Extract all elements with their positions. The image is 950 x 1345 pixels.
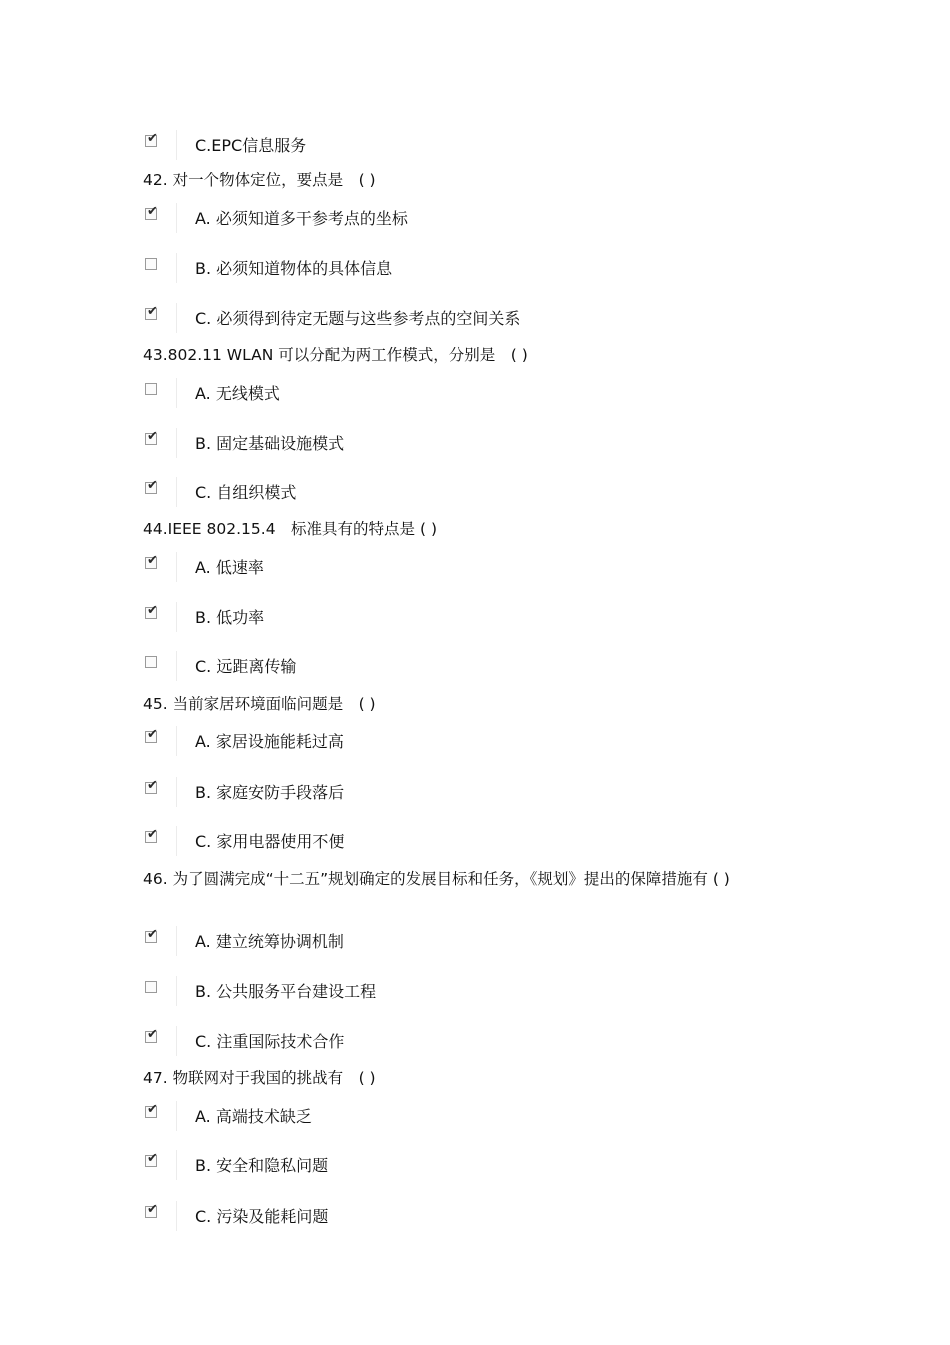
answer-option[interactable] [145,555,745,585]
question-text: 43.802.11 WLAN 可以分配为两工作模式，分别是 ( ) [143,346,528,364]
answer-option[interactable] [145,206,745,236]
checkmark-icon: ✔ [147,603,158,618]
unchecked-checkbox[interactable] [145,383,157,395]
option-label: B. 公共服务平台建设工程 [195,982,377,1001]
option-label: C.EPC信息服务 [195,136,307,155]
question-text: 42. 对一个物体定位，要点是 ( ) [143,171,376,189]
answer-option[interactable] [145,780,745,810]
checked-checkbox[interactable] [145,553,158,569]
checked-checkbox[interactable] [145,204,158,220]
option-label: A. 建立统筹协调机制 [195,932,344,951]
checkmark-icon: ✔ [147,1102,158,1117]
option-label: A. 家居设施能耗过高 [195,732,344,751]
question-text: 45. 当前家居环境面临问题是 ( ) [143,695,376,713]
checked-checkbox[interactable] [145,131,158,147]
checkmark-icon: ✔ [147,429,158,444]
question-text: 46. 为了圆满完成“十二五”规划确定的发展目标和任务，《规划》提出的保障措施有 ( ) [143,870,730,888]
answer-option[interactable] [145,1029,745,1059]
answer-option[interactable] [145,729,745,759]
checkmark-icon: ✔ [147,1027,158,1042]
unchecked-checkbox[interactable] [145,656,157,668]
option-label: B. 固定基础设施模式 [195,434,345,453]
checked-checkbox[interactable] [145,1027,158,1043]
option-label: C. 远距离传输 [195,657,297,676]
checked-checkbox[interactable] [145,304,158,320]
option-label: A. 必须知道多干参考点的坐标 [195,209,408,228]
checkmark-icon: ✔ [147,927,158,942]
option-label: C. 注重国际技术合作 [195,1032,345,1051]
checked-checkbox[interactable] [145,478,158,494]
checkmark-icon: ✔ [147,827,158,842]
unchecked-checkbox[interactable] [145,258,157,270]
checked-checkbox[interactable] [145,1151,158,1167]
option-label: B. 家庭安防手段落后 [195,783,345,802]
answer-option[interactable] [145,605,745,635]
checked-checkbox[interactable] [145,1102,158,1118]
answer-option[interactable] [145,654,745,684]
answer-option[interactable] [145,381,745,411]
checkmark-icon: ✔ [147,304,158,319]
checkmark-icon: ✔ [147,1202,158,1217]
option-label: A. 低速率 [195,558,264,577]
checked-checkbox[interactable] [145,603,158,619]
checked-checkbox[interactable] [145,1202,158,1218]
checked-checkbox[interactable] [145,429,158,445]
answer-option[interactable] [145,256,745,286]
question-text: 47. 物联网对于我国的挑战有 ( ) [143,1069,376,1087]
answer-option[interactable] [145,1104,745,1134]
answer-option[interactable] [145,431,745,461]
option-label: C. 家用电器使用不便 [195,832,345,851]
option-label: C. 自组织模式 [195,483,297,502]
answer-option[interactable] [145,1204,745,1234]
option-label: B. 低功率 [195,608,265,627]
answer-option[interactable] [145,929,745,959]
option-label: C. 污染及能耗问题 [195,1207,329,1226]
answer-option[interactable] [145,829,745,859]
answer-option[interactable] [145,979,745,1009]
answer-option[interactable] [145,306,745,336]
checked-checkbox[interactable] [145,727,158,743]
option-label: C. 必须得到待定无题与这些参考点的空间关系 [195,309,521,328]
checked-checkbox[interactable] [145,827,158,843]
checkmark-icon: ✔ [147,778,158,793]
option-label: B. 安全和隐私问题 [195,1156,329,1175]
option-label: B. 必须知道物体的具体信息 [195,259,393,278]
option-label: A. 无线模式 [195,384,280,403]
checkmark-icon: ✔ [147,131,158,146]
answer-option[interactable] [145,1153,745,1183]
checkmark-icon: ✔ [147,727,158,742]
answer-option[interactable] [145,133,745,163]
checkmark-icon: ✔ [147,478,158,493]
checked-checkbox[interactable] [145,778,158,794]
checkmark-icon: ✔ [147,1151,158,1166]
checkmark-icon: ✔ [147,553,158,568]
checkmark-icon: ✔ [147,204,158,219]
unchecked-checkbox[interactable] [145,981,157,993]
checked-checkbox[interactable] [145,927,158,943]
answer-option[interactable] [145,480,745,510]
option-label: A. 高端技术缺乏 [195,1107,312,1126]
question-text: 44.IEEE 802.15.4 标准具有的特点是 ( ) [143,520,438,538]
